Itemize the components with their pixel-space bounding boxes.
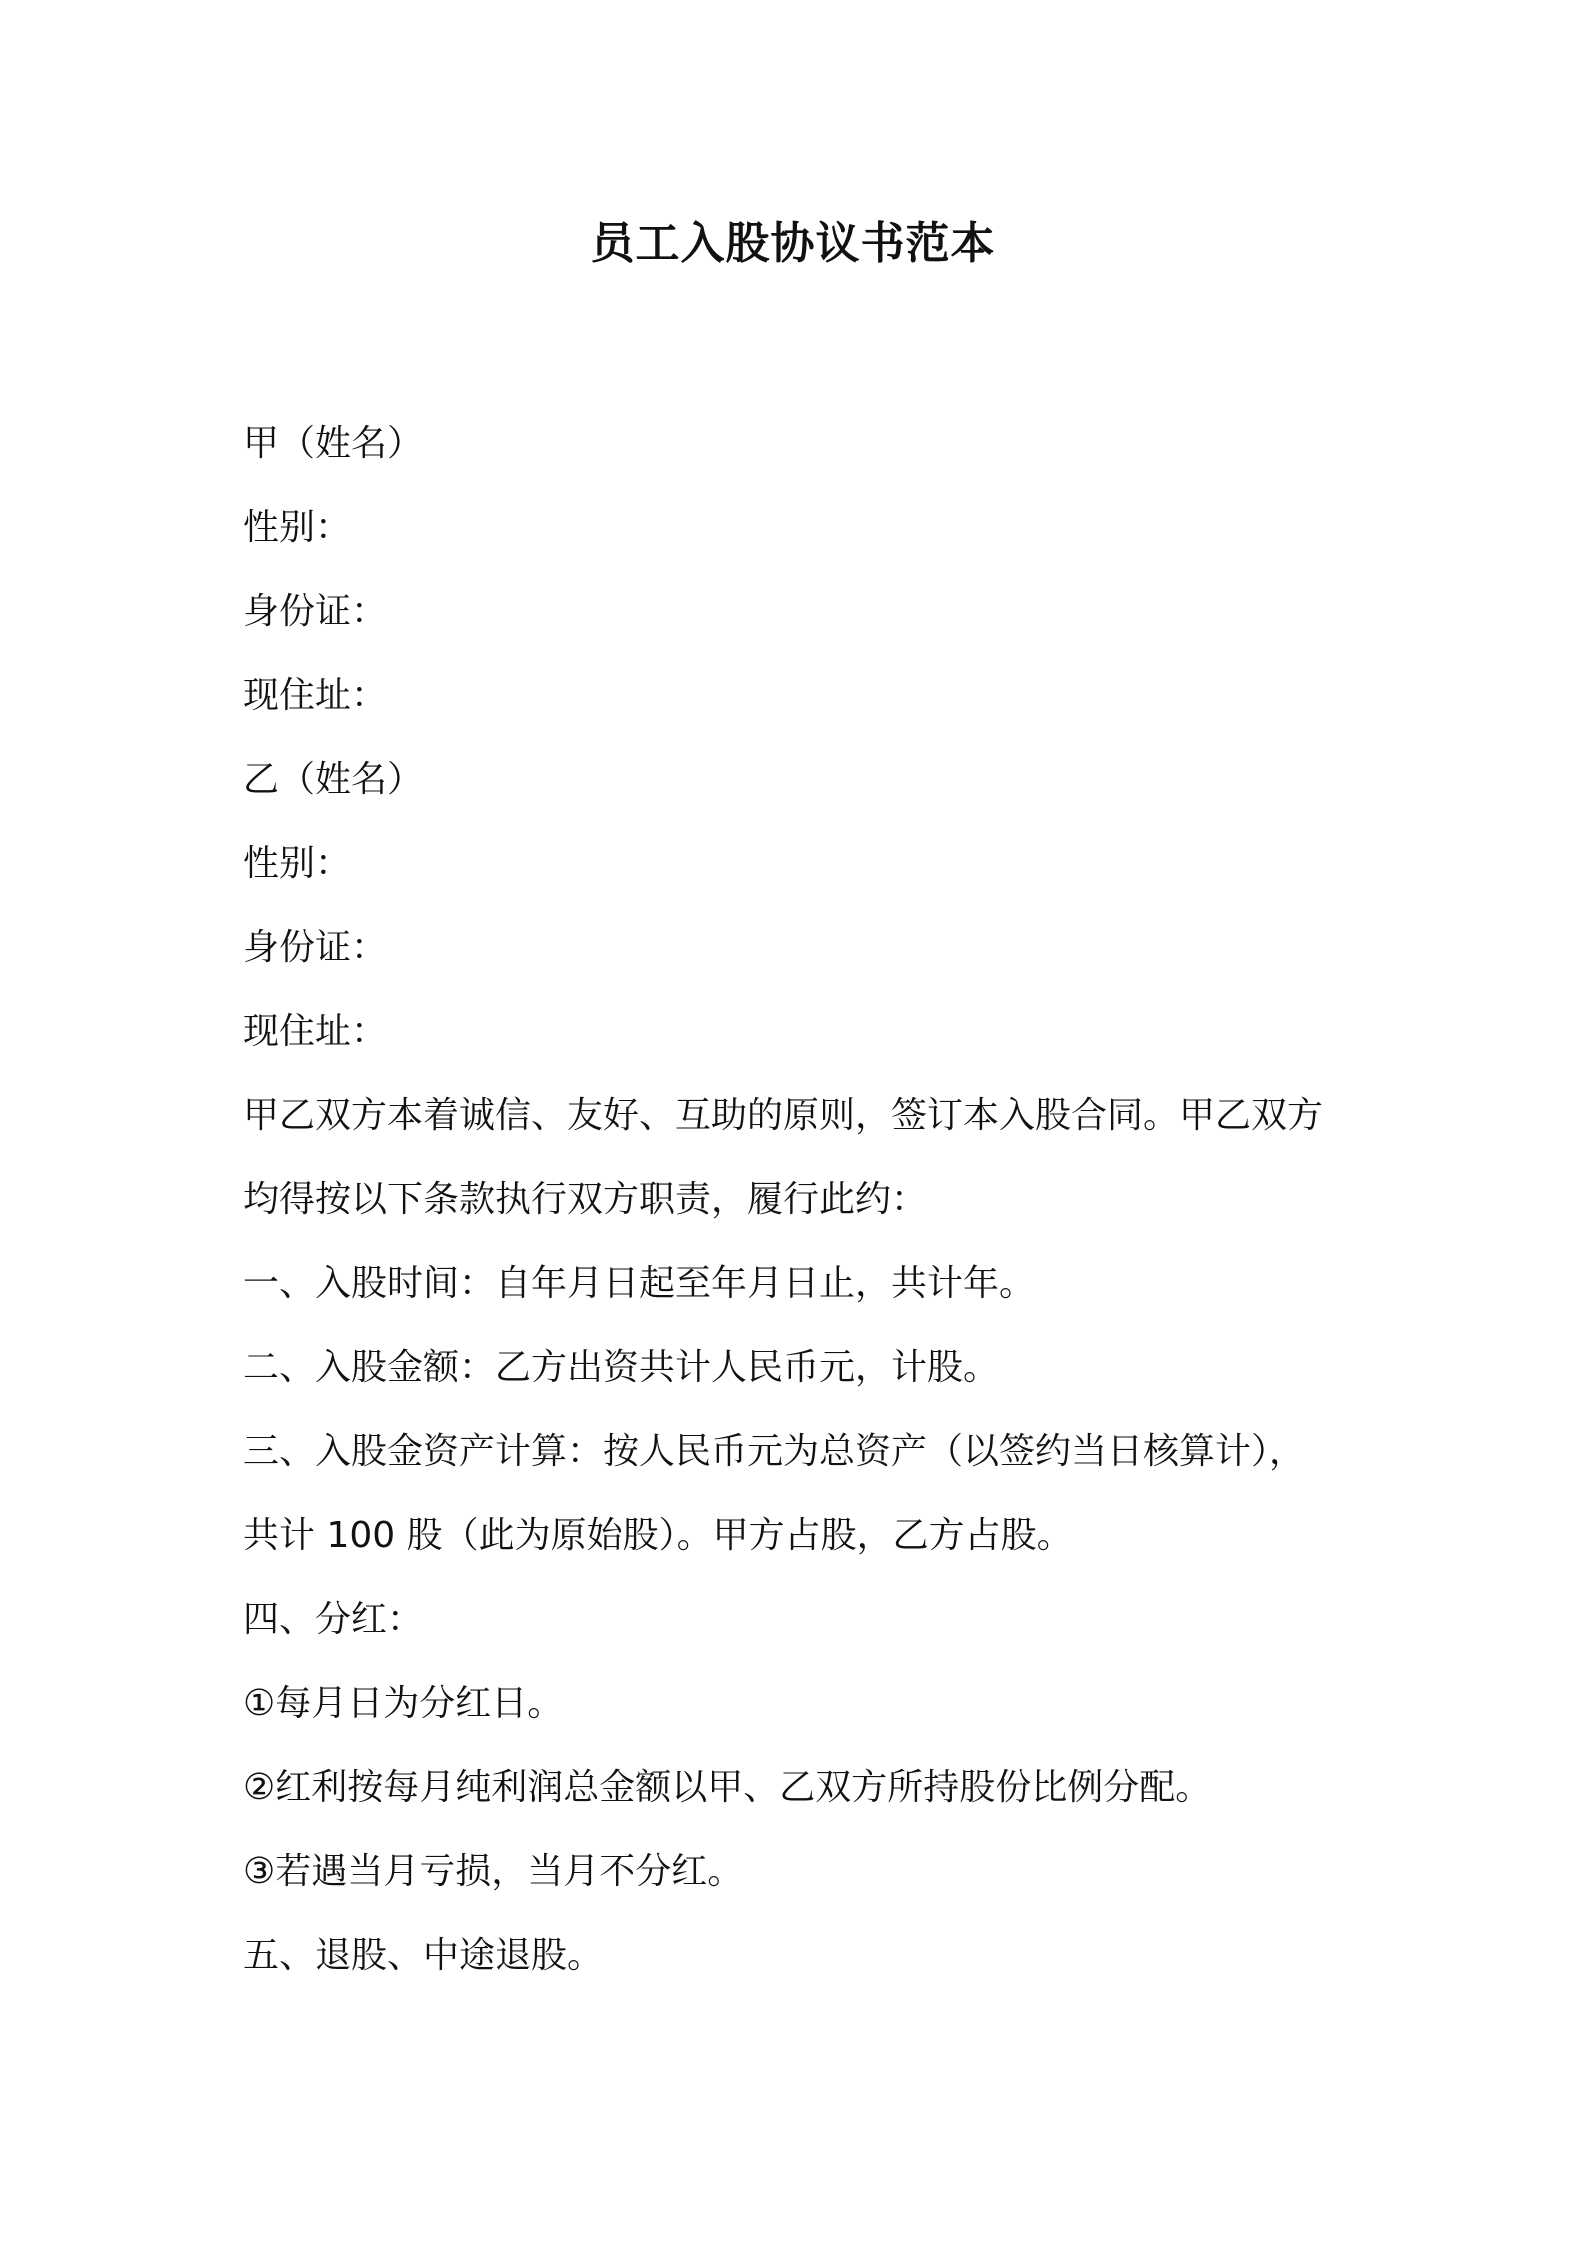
clause-1-duration: 一、入股时间：自年月日起至年月日止，共计年。 (243, 1263, 1036, 1304)
party-a-address-line: 现住址： (243, 675, 388, 716)
party-a-id-line: 身份证： (243, 591, 388, 632)
party-b-address-line: 现住址： (243, 1011, 388, 1052)
party-a-gender-line: 性别： (243, 507, 352, 548)
document-body (243, 402, 1383, 1998)
party-b-gender-line: 性别： (243, 843, 352, 884)
clause-2-amount: 二、入股金额：乙方出资共计人民币元，计股。 (243, 1347, 1000, 1388)
preamble-line-1: 甲乙双方本着诚信、友好、互助的原则，签订本入股合同。甲乙双方 (243, 1095, 1324, 1136)
clause-3-assets-line-2: 共计 100 股（此为原始股）。甲方占股，乙方占股。 (243, 1515, 1073, 1556)
party-b-name-line: 乙（姓名） (243, 759, 424, 800)
clause-3-assets-line-1: 三、入股金资产计算：按人民币元为总资产（以签约当日核算计）， (243, 1431, 1306, 1472)
clause-4-item-3: ③若遇当月亏损，当月不分红。 (243, 1851, 744, 1892)
clause-4-item-1: ①每月日为分红日。 (243, 1683, 564, 1724)
clause-4-dividend-heading: 四、分红： (243, 1599, 424, 1640)
party-a-name-line: 甲（姓名） (243, 423, 424, 464)
document-title: 员工入股协议书范本 (590, 218, 996, 269)
party-b-id-line: 身份证： (243, 927, 388, 968)
clause-4-item-2: ②红利按每月纯利润总金额以甲、乙双方所持股份比例分配。 (243, 1767, 1212, 1808)
clause-5-withdrawal: 五、退股、中途退股。 (243, 1935, 604, 1976)
preamble-line-2: 均得按以下条款执行双方职责，履行此约： (243, 1179, 928, 1220)
